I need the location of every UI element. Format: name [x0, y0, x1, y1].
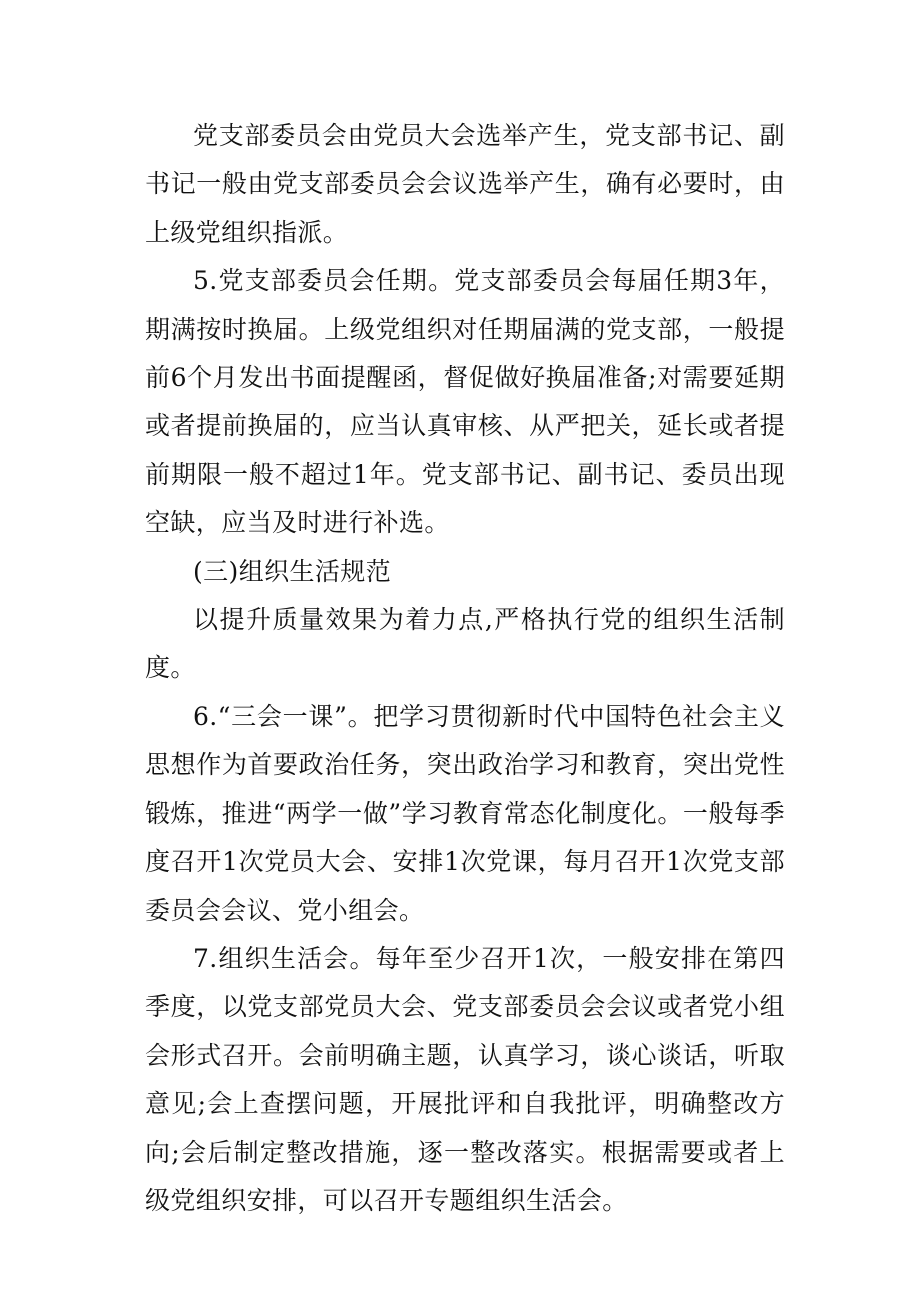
paragraph-committee-term: 5.党支部委员会任期。党支部委员会每届任期3年，期满按时换届。上级党组织对任期届满的党支部，一般提前6个月发出书面提醒函，督促做好换届准备;对需要延期或者提前换届的，应当认真审核、从严把关，延长或者提前期限一般不超过1年。党支部书记、副书记、委员出现空缺，应当及时进行补选。 — [145, 266, 785, 538]
section-heading-organizational-life: (三)组织生活规范 — [193, 556, 392, 586]
paragraph-organizational-life-intro: 以提升质量效果为着力点,严格执行党的组织生活制度。 — [145, 605, 785, 683]
paragraph-organizational-life-meeting: 7.组织生活会。每年至少召开1次，一般安排在第四季度，以党支部党员大会、党支部委员会会议或者党小组会形式召开。会前明确主题，认真学习，谈心谈话，听取意见;会上查摆问题，开展批评和自我批评，明确整改方向;会后制定整改措施，逐一整改落实。根据需要或者上级党组织安排，可以召开专题组织生活会。 — [145, 943, 785, 1215]
document-body — [145, 112, 785, 1225]
paragraph-three-meetings-one-lesson: 6.“三会一课”。把学习贯彻新时代中国特色社会主义思想作为首要政治任务，突出政治学习和教育，突出党性锻炼，推进“两学一做”学习教育常态化制度化。一般每季度召开1次党员大会、安排1次党课，每月召开1次党支部委员会会议、党小组会。 — [145, 701, 785, 925]
paragraph-committee-election: 党支部委员会由党员大会选举产生，党支部书记、副书记一般由党支部委员会会议选举产生，确有必要时，由上级党组织指派。 — [145, 121, 785, 247]
